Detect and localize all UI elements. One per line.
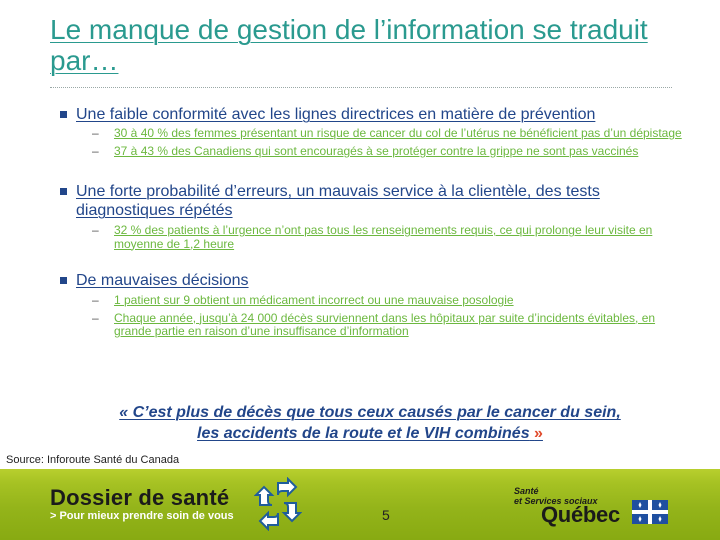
- sub-item[interactable]: [60, 145, 690, 159]
- dash-icon: –: [92, 293, 99, 307]
- bullet-list: [60, 105, 690, 339]
- section-compliance: [60, 105, 690, 158]
- sub-item-text: 30 à 40 % des femmes présentant un risque de cancer du col de l’utérus ne bénéficient pas d’un dépistage: [114, 126, 682, 140]
- sub-item-text: Chaque année, jusqu’à 24 000 décès surviennent dans les hôpitaux par suite d’incidents évitables, en grande partie en raison d’une insuffisance d’information: [114, 310, 656, 338]
- dash-icon: –: [92, 223, 99, 237]
- ministry-line-1: Santé: [514, 486, 539, 496]
- sub-item[interactable]: [60, 294, 690, 308]
- ministry-line-2: et Services sociaux: [514, 496, 598, 506]
- footer-banner: [0, 469, 720, 540]
- quebec-flag-icon: [632, 500, 668, 524]
- bullet-text: Une faible conformité avec les lignes directrices en matière de prévention: [76, 106, 596, 123]
- dash-icon: –: [92, 126, 99, 140]
- square-bullet-icon: [60, 188, 67, 195]
- section-errors: [60, 182, 690, 251]
- sub-item[interactable]: [60, 224, 690, 251]
- chevron-right-icon: >: [50, 510, 57, 522]
- title-divider: [50, 87, 672, 88]
- brand-tagline: [50, 510, 234, 522]
- section-decisions: [60, 271, 690, 339]
- bullet-heading[interactable]: [60, 182, 690, 220]
- closing-guillemet-icon: »: [534, 425, 543, 442]
- source-note: Source: Inforoute Santé du Canada: [6, 454, 180, 466]
- sub-item-text: 1 patient sur 9 obtient un médicament incorrect ou une mauvaise posologie: [114, 293, 514, 307]
- bullet-text: Une forte probabilité d’erreurs, un mauvais service à la clientèle, des tests diagnostiques répétés: [76, 183, 600, 219]
- quote-line-2-text: les accidents de la route et le VIH combinés: [197, 425, 530, 442]
- dash-icon: –: [92, 143, 99, 158]
- sub-item-text: 32 % des patients à l’urgence n’ont pas tous les renseignements requis, ce qui prolonge leur visite en moyenne de 1,2 heure: [114, 223, 653, 251]
- bullet-text: De mauvaises décisions: [76, 272, 249, 289]
- dossier-sante-arrows-logo-icon: [254, 477, 302, 531]
- key-quote[interactable]: [70, 402, 670, 444]
- sub-item[interactable]: [60, 312, 690, 339]
- quebec-wordmark: Québec: [541, 502, 620, 527]
- dash-icon: –: [92, 310, 99, 325]
- square-bullet-icon: [60, 277, 67, 284]
- sub-item[interactable]: [60, 127, 690, 141]
- quote-line-2: [70, 423, 670, 444]
- brand-tagline-text: Pour mieux prendre soin de vous: [59, 510, 234, 522]
- bullet-heading[interactable]: [60, 271, 690, 290]
- slide-title: Le manque de gestion de l’information se traduit par…: [50, 14, 648, 76]
- bullet-heading[interactable]: [60, 105, 690, 124]
- sub-item-text: 37 à 43 % des Canadiens qui sont encouragés à se protéger contre la grippe ne sont pas vaccinés: [114, 143, 639, 158]
- square-bullet-icon: [60, 111, 67, 118]
- quote-line-1: « C’est plus de décès que tous ceux causés par le cancer du sein,: [119, 404, 621, 421]
- brand-title: Dossier de santé: [50, 485, 230, 510]
- page-number: 5: [382, 507, 390, 523]
